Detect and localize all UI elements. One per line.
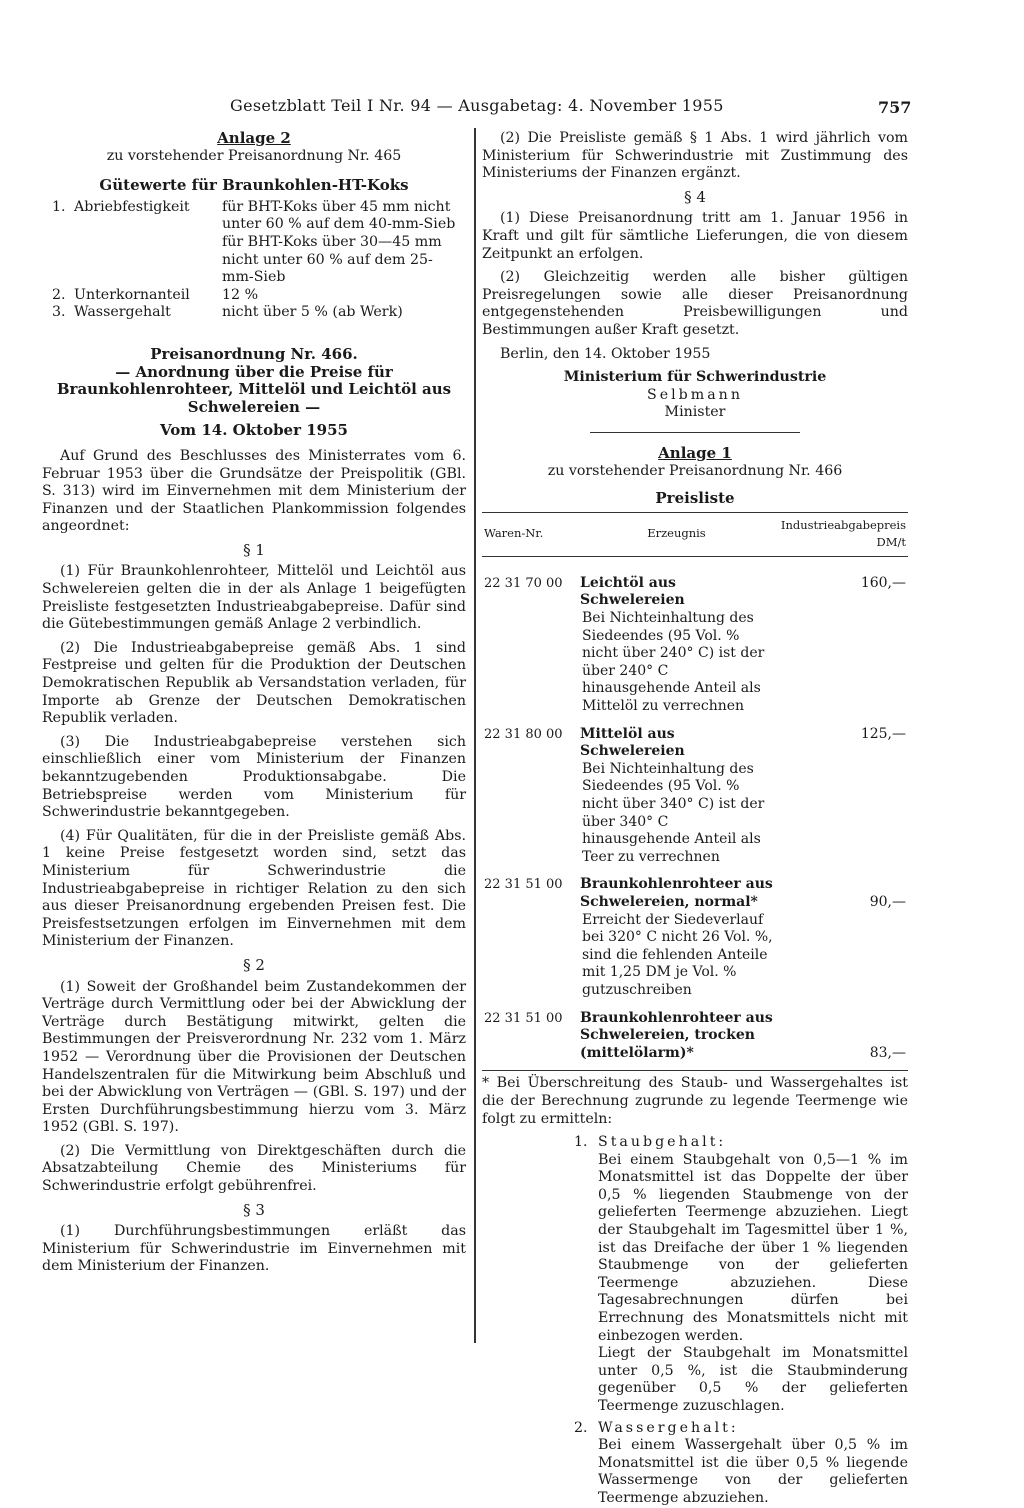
footnote-block <box>482 1070 908 1507</box>
col-header-product: Erzeugnis <box>574 512 779 556</box>
col-header-code: Waren-Nr. <box>482 512 574 556</box>
item-name: Braunkohlenrohteer aus Schwelereien, normal* <box>580 876 773 910</box>
left-column <box>42 130 466 1282</box>
quality-row-num: 2. <box>52 286 66 303</box>
section-1-para-4: (4) Für Qualitäten, für die in der Preisliste gemäß Abs. 1 keine Preise festgesetzt worden sind, setzt das Ministerium für Schwerindustrie die Industrieabgabepreise in richtiger Relation zu den sich aus dieser Preisanordnung ergebenden Preisen fest. Die Preisfestsetzungen erfolgen im Einvernehmen mit dem Ministerium der Finanzen. <box>42 827 466 950</box>
item-code: 22 31 51 00 <box>484 877 563 893</box>
footnote-item-text: Bei einem Wassergehalt über 0,5 % im Monatsmittel ist die über 0,5 % liegende Wassermenge von der gelieferten Teermenge abzuziehen. <box>598 1437 908 1506</box>
anlage2-title: Anlage 2 <box>217 129 291 147</box>
section-4-heading: § 4 <box>684 187 706 206</box>
footnote-item-title: Wassergehalt: <box>598 1419 739 1436</box>
section-1-heading: § 1 <box>243 540 265 559</box>
item-price: 83,— <box>869 1044 906 1061</box>
signer-title: Minister <box>664 404 726 421</box>
quality-row-num: 3. <box>52 304 66 321</box>
table-row <box>482 716 908 867</box>
item-note: Bei Nichteinhaltung des Siedeendes (95 Vol. % nicht über 340° C) ist der über 340° C hinausgehende Anteil als Teer zu verrechnen <box>582 760 765 865</box>
section-3-para-2: (2) Die Preisliste gemäß § 1 Abs. 1 wird jährlich vom Ministerium für Schwerindustrie mit Zustimmung des Ministeriums der Finanzen ergänzt. <box>482 130 908 182</box>
item-code: 22 31 80 00 <box>484 726 563 742</box>
quality-table <box>52 199 466 322</box>
page-number: 757 <box>878 98 912 117</box>
signer-name: Selbmann <box>647 386 743 403</box>
quality-row-value: 12 % <box>222 286 259 303</box>
item-price: 160,— <box>860 574 906 591</box>
col-header-price: Industrieabgabepreis DM/t <box>779 512 908 556</box>
right-column <box>482 130 908 1508</box>
column-divider <box>474 128 476 1343</box>
quality-row-value: für BHT-Koks über 45 mm nicht unter 60 % auf dem 40-mm-Sieb für BHT-Koks über 30—45 mm nicht unter 60 % auf dem 25-mm-Sieb <box>222 198 456 286</box>
item-price: 90,— <box>869 894 906 911</box>
anlage1-title: Anlage 1 <box>658 443 732 462</box>
item-code: 22 31 51 00 <box>484 1010 563 1026</box>
table-row <box>482 556 908 715</box>
item-price: 125,— <box>860 725 906 742</box>
anlage2-heading: Gütewerte für Braunkohlen-HT-Koks <box>99 176 409 195</box>
order-title: Preisanordnung Nr. 466. <box>150 344 358 363</box>
item-name: Braunkohlenrohteer aus Schwelereien, trocken (mittelölarm)* <box>580 1009 773 1061</box>
order-date: Vom 14. Oktober 1955 <box>160 421 348 440</box>
section-2-para-1: (1) Soweit der Großhandel beim Zustandekommen der Verträge durch Vermittlung oder bei der Abwicklung der Verträge durch Bestätigung mitwirkt, gelten die Bestimmungen der Preisverordnung Nr. 232 vom 1. März 1952 — Verordnung über die Provisionen der Deutschen Handelszentralen für die Mitwirkung beim Abschluß und bei der Abwicklung von Verträgen — (GBl. S. 197) und der Ersten Durchführungsbestimmung hierzu vom 3. März 1952 (GBl. S. 197). <box>42 978 466 1136</box>
quality-row-value: nicht über 5 % (ab Werk) <box>222 304 403 321</box>
section-divider <box>590 432 800 433</box>
item-note: Bei Nichteinhaltung des Siedeendes (95 Vol. % nicht über 240° C) ist der über 240° C hinausgehende Anteil als Mittelöl zu verrechnen <box>582 610 765 715</box>
section-1-para-3: (3) Die Industrieabgabepreise verstehen sich einschließlich einer vom Ministerium der Finanzen bekanntzugebenden Produktionsabgabe. Die Betriebspreise werden vom Ministerium für Schwerindustrie bekanntgegeben. <box>42 733 466 821</box>
price-table-header <box>482 512 908 556</box>
section-3-heading: § 3 <box>243 1200 265 1219</box>
footnote-item-text: Liegt der Staubgehalt im Monatsmittel unter 0,5 %, ist die Staubminderung gegenüber 0,5 % der gelieferten Teermenge zuzuschlagen. <box>598 1345 908 1414</box>
order-subtitle: — Anordnung über die Preise für Braunkohlenrohteer, Mittelöl und Leichtöl aus Schwelereien — <box>56 362 452 416</box>
footnote-item-2 <box>574 1420 908 1508</box>
item-code: 22 31 70 00 <box>484 575 563 591</box>
price-list-heading: Preisliste <box>655 489 735 508</box>
footnote-item-title: Staubgehalt: <box>598 1134 727 1151</box>
page-header: Gesetzblatt Teil I Nr. 94 — Ausgabetag: 4. November 1955 <box>230 96 724 115</box>
table-row <box>482 1000 908 1063</box>
table-row <box>482 866 908 999</box>
footnote-item-num: 2. <box>574 1419 588 1436</box>
ministry-name: Ministerium für Schwerindustrie <box>563 369 827 386</box>
quality-row-label: Wassergehalt <box>74 304 171 321</box>
footnote: * Bei Überschreitung des Staub- und Wassergehaltes ist die der Berechnung zugrunde zu legende Teermenge wie folgt zu ermitteln: <box>482 1075 908 1127</box>
price-table <box>482 512 908 1063</box>
item-name: Leichtöl aus Schwelereien <box>580 574 685 609</box>
quality-row-label: Unterkornanteil <box>74 286 190 303</box>
footnote-item-num: 1. <box>574 1134 588 1151</box>
section-2-heading: § 2 <box>243 955 265 974</box>
section-4-para-2: (2) Gleichzeitig werden alle bisher gültigen Preisregelungen sowie alle dieser Preisanordnung entgegenstehenden Preisbewilligungen und Bestimmungen außer Kraft gesetzt. <box>482 269 908 338</box>
anlage2-subtitle: zu vorstehender Preisanordnung Nr. 465 <box>106 147 402 164</box>
section-4-para-1: (1) Diese Preisanordnung tritt am 1. Januar 1956 in Kraft und gilt für sämtliche Lieferungen, die von diesem Zeitpunkt an erfolgen. <box>482 210 908 262</box>
section-3-para-1: (1) Durchführungsbestimmungen erläßt das Ministerium für Schwerindustrie im Einvernehmen mit dem Ministerium der Finanzen. <box>42 1223 466 1275</box>
anlage1-subtitle: zu vorstehender Preisanordnung Nr. 466 <box>547 462 843 479</box>
section-1-para-1: (1) Für Braunkohlenrohteer, Mittelöl und Leichtöl aus Schwelereien gelten die in der als Anlage 1 beigefügten Preisliste festgesetzten Industrieabgabepreise. Dafür sind die Gütebestimmungen gemäß Anlage 2 verbindlich. <box>42 563 466 633</box>
footnote-item-1 <box>574 1134 908 1416</box>
place-date: Berlin, den 14. Oktober 1955 <box>500 345 711 362</box>
item-name: Mittelöl aus Schwelereien <box>580 725 685 760</box>
footnote-item-text: Bei einem Staubgehalt von 0,5—1 % im Monatsmittel ist das Doppelte der über 0,5 % liegenden Staubmenge von der gelieferten Teermenge abzuziehen. Liegt der Staubgehalt im Tagesmittel über 1 %, ist das Dreifache der über 1 % liegenden Staubmenge von der gelieferten Teermenge abzuziehen. Diese Tagesabrechnungen dürfen bei Errechnung des Monatsmittels nicht mit einbezogen werden. <box>598 1151 908 1344</box>
section-1-para-2: (2) Die Industrieabgabepreise gemäß Abs. 1 sind Festpreise und gelten für die Produktion der Deutschen Demokratischen Republik ab Versandstation verladen, für Importe ab Grenze der Deutschen Demokratischen Republik verladen. <box>42 639 466 727</box>
quality-row-label: Abriebfestigkeit <box>74 198 190 215</box>
item-note: Erreicht der Siedeverlauf bei 320° C nicht 26 Vol. %, sind die fehlenden Anteile mit 1,25 DM je Vol. % gutzuschreiben <box>582 911 773 998</box>
quality-row-num: 1. <box>52 198 66 215</box>
order-intro: Auf Grund des Beschlusses des Ministerrates vom 6. Februar 1953 über die Grundsätze der Preispolitik (GBl. S. 313) wird im Einvernehmen mit dem Ministerium der Finanzen und der Staatlichen Plankommission folgendes angeordnet: <box>42 447 466 535</box>
section-2-para-2: (2) Die Vermittlung von Direktgeschäften durch die Absatzabteilung Chemie des Ministeriums für Schwerindustrie erfolgt gebührenfrei. <box>42 1142 466 1195</box>
